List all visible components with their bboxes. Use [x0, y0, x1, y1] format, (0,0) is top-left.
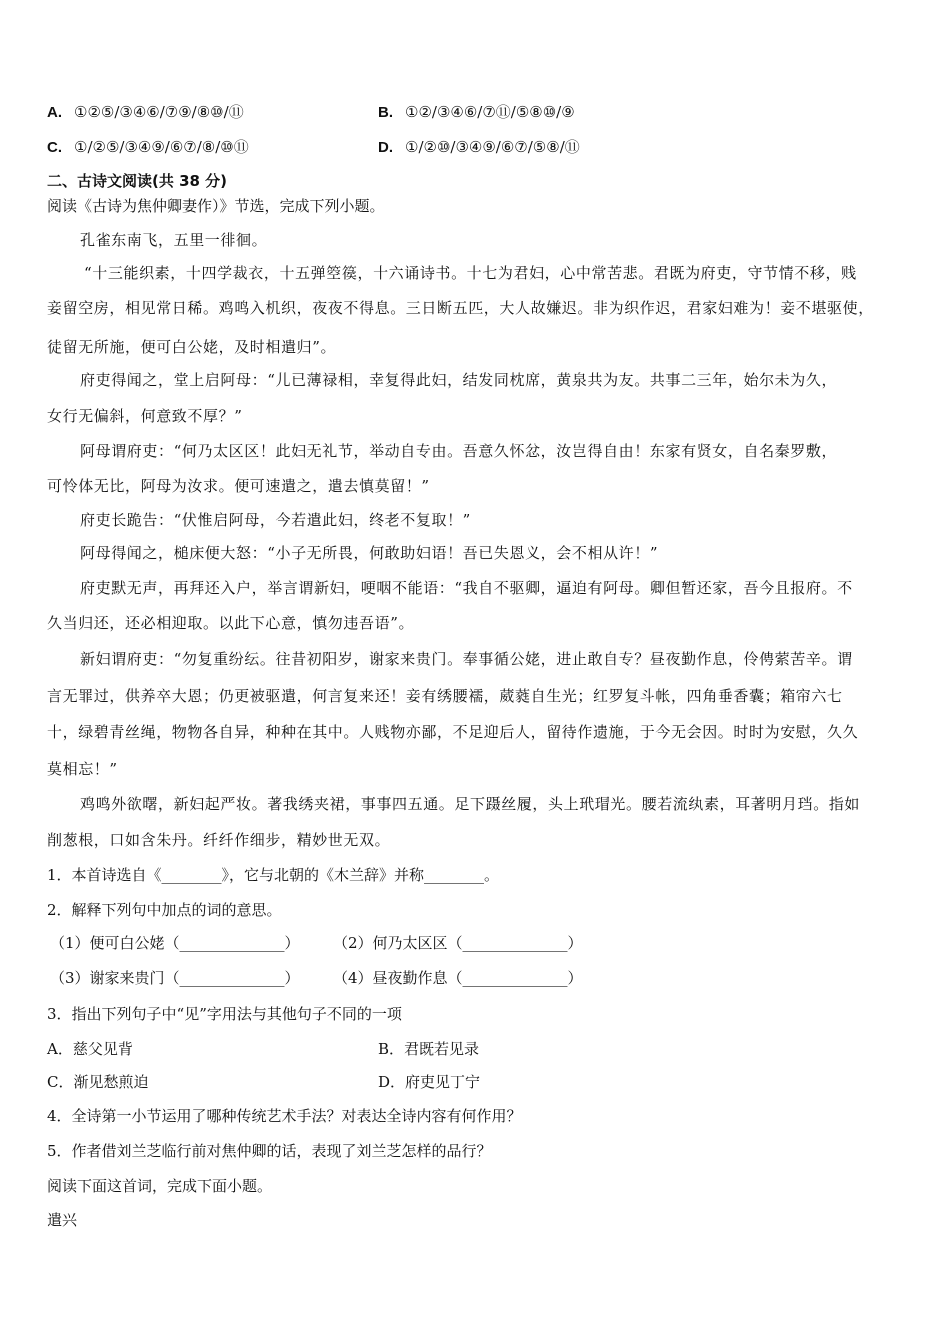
- question-2-item-1: （1）便可白公姥（______________）: [50, 934, 300, 952]
- passage-line: 削葱根，口如含朱丹。纤纤作细步，精妙世无双。: [47, 831, 391, 849]
- question-3-option-a: A．慈父见背: [47, 1040, 133, 1058]
- passage-line: 妾留空房，相见常日稀。鸡鸣入机织，夜夜不得息。三日断五匹，大人故嫌迟。非为织作迟，君家妇难为！妾不堪驱使，: [47, 299, 874, 317]
- passage-line: 徒留无所施，便可白公姥，及时相遣归”。: [47, 338, 337, 356]
- question-2-item-3: （3）谢家来贵门（______________）: [50, 969, 300, 987]
- passage-line: 十，绿碧青丝绳，物物各自异，种种在其中。人贱物亦鄙，不足迎后人，留待作遗施，于今无会因。时时为安慰，久久: [47, 723, 859, 741]
- option-a-text: ①②⑤/③④⑥/⑦⑨/⑧⑩/⑪: [74, 103, 244, 121]
- option-c: [47, 137, 249, 158]
- question-3-option-d: D．府吏见丁宁: [378, 1073, 481, 1091]
- question-1: 1．本首诗选自《________》，它与北朝的《木兰辞》并称________。: [47, 866, 500, 884]
- option-b-label: B.: [378, 104, 393, 121]
- question-5: 5．作者借刘兰芝临行前对焦仲卿的话，表现了刘兰芝怎样的品行？: [47, 1142, 492, 1160]
- option-a: [47, 102, 244, 123]
- question-2: 2．解释下列句中加点的词的意思。: [47, 901, 282, 919]
- question-3: 3．指出下列句子中“见”字用法与其他句子不同的一项: [47, 1005, 402, 1023]
- option-a-label: A.: [47, 104, 62, 121]
- passage-line: 阿母得闻之，槌床便大怒：“小子无所畏，何敢助妇语！吾已失恩义，会不相从许！”: [80, 544, 659, 562]
- passage-line: 孔雀东南飞，五里一徘徊。: [80, 231, 268, 249]
- question-3-option-c: C．渐见愁煎迫: [47, 1073, 149, 1091]
- passage-line: 莫相忘！”: [47, 760, 118, 778]
- passage-line: 久当归还，还必相迎取。以此下心意，慎勿违吾语”。: [47, 614, 415, 632]
- passage-line: 鸡鸣外欲曙，新妇起严妆。著我绣夹裙，事事四五通。足下蹑丝履，头上玳瑁光。腰若流纨素，耳著明月珰。指如: [80, 795, 861, 813]
- option-d: [378, 137, 580, 158]
- poem-title: 遣兴: [47, 1211, 78, 1229]
- question-2-item-2: （2）何乃太区区（______________）: [333, 934, 583, 952]
- option-b-text: ①②/③④⑥/⑦⑪/⑤⑧⑩/⑨: [405, 103, 575, 121]
- passage-line: 府吏默无声，再拜还入户，举言谓新妇，哽咽不能语：“我自不驱卿，逼迫有阿母。卿但暂还家，吾今且报府。不: [80, 579, 853, 597]
- passage-line: 言无罪过，供养卒大恩；仍更被驱遣，何言复来还！妾有绣腰襦，葳蕤自生光；红罗复斗帐，四角垂香囊；箱帘六七: [47, 687, 843, 705]
- passage-line: 阿母谓府吏：“何乃太区区！此妇无礼节，举动自专由。吾意久怀忿，汝岂得自由！东家有贤女，自名秦罗敷，: [80, 442, 838, 460]
- option-d-label: D.: [378, 139, 393, 156]
- passage-line: 女行无偏斜，何意致不厚？”: [47, 407, 243, 425]
- passage-line: 新妇谓府吏：“勿复重纷纭。往昔初阳岁，谢家来贵门。奉事循公姥，进止敢自专？昼夜勤作息，伶俜萦苦辛。谓: [80, 650, 853, 668]
- option-c-text: ①/②⑤/③④⑨/⑥⑦/⑧/⑩⑪: [74, 138, 249, 156]
- reading-intro-2: 阅读下面这首词，完成下面小题。: [47, 1177, 273, 1195]
- passage-line: 府吏长跪告：“伏惟启阿母，今若遣此妇，终老不复取！”: [80, 511, 471, 529]
- reading-intro: 阅读《古诗为焦仲卿妻作）》节选，完成下列小题。: [47, 197, 385, 215]
- passage-line: “十三能织素，十四学裁衣，十五弹箜篌，十六诵诗书。十七为君妇，心中常苦悲。君既为府吏，守节情不移，贱: [84, 264, 857, 282]
- option-d-text: ①/②⑩/③④⑨/⑥⑦/⑤⑧/⑪: [405, 138, 580, 156]
- section-title: 二、古诗文阅读(共 38 分): [47, 172, 228, 190]
- passage-line: 府吏得闻之，堂上启阿母：“儿已薄禄相，幸复得此妇，结发同枕席，黄泉共为友。共事二三年，始尔未为久，: [80, 371, 838, 389]
- option-b: [378, 102, 575, 123]
- option-c-label: C.: [47, 139, 62, 156]
- question-4: 4．全诗第一小节运用了哪种传统艺术手法？对表达全诗内容有何作用？: [47, 1107, 522, 1125]
- question-3-option-b: B．君既若见录: [378, 1040, 480, 1058]
- passage-line: 可怜体无比，阿母为汝求。便可速遣之，遣去慎莫留！”: [47, 477, 430, 495]
- question-2-item-4: （4）昼夜勤作息（______________）: [333, 969, 583, 987]
